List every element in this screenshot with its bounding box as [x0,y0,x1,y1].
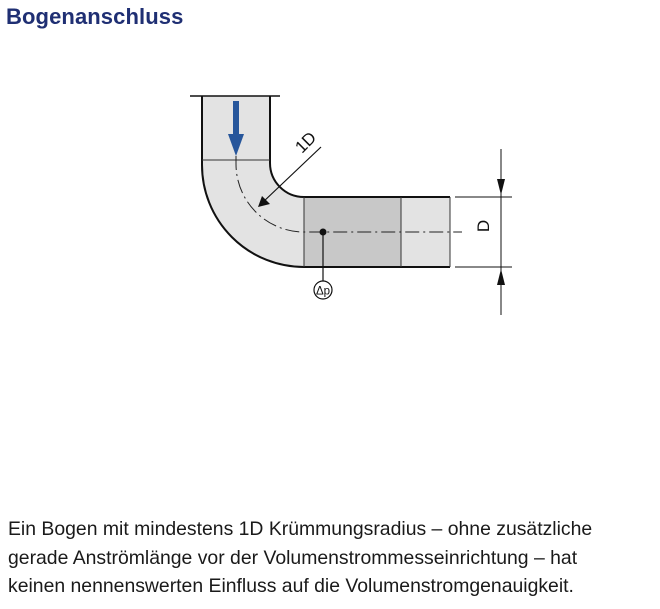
description-line-3: keinen nennenswerten Einfluss auf die Volumenstromgenauigkeit. [8,575,574,597]
description-line-1: Ein Bogen mit mindestens 1D Krümmungsradius – ohne zusätzliche [8,518,593,540]
description-line-2: gerade Anströmlänge vor der Volumenstrommesseinrichtung – hat [8,546,578,569]
description-text [8,515,658,601]
radius-label: 1D [291,128,321,157]
page-title: Bogenanschluss [6,4,184,29]
diameter-label: D [474,219,493,233]
pressure-label: Δp [315,285,331,298]
